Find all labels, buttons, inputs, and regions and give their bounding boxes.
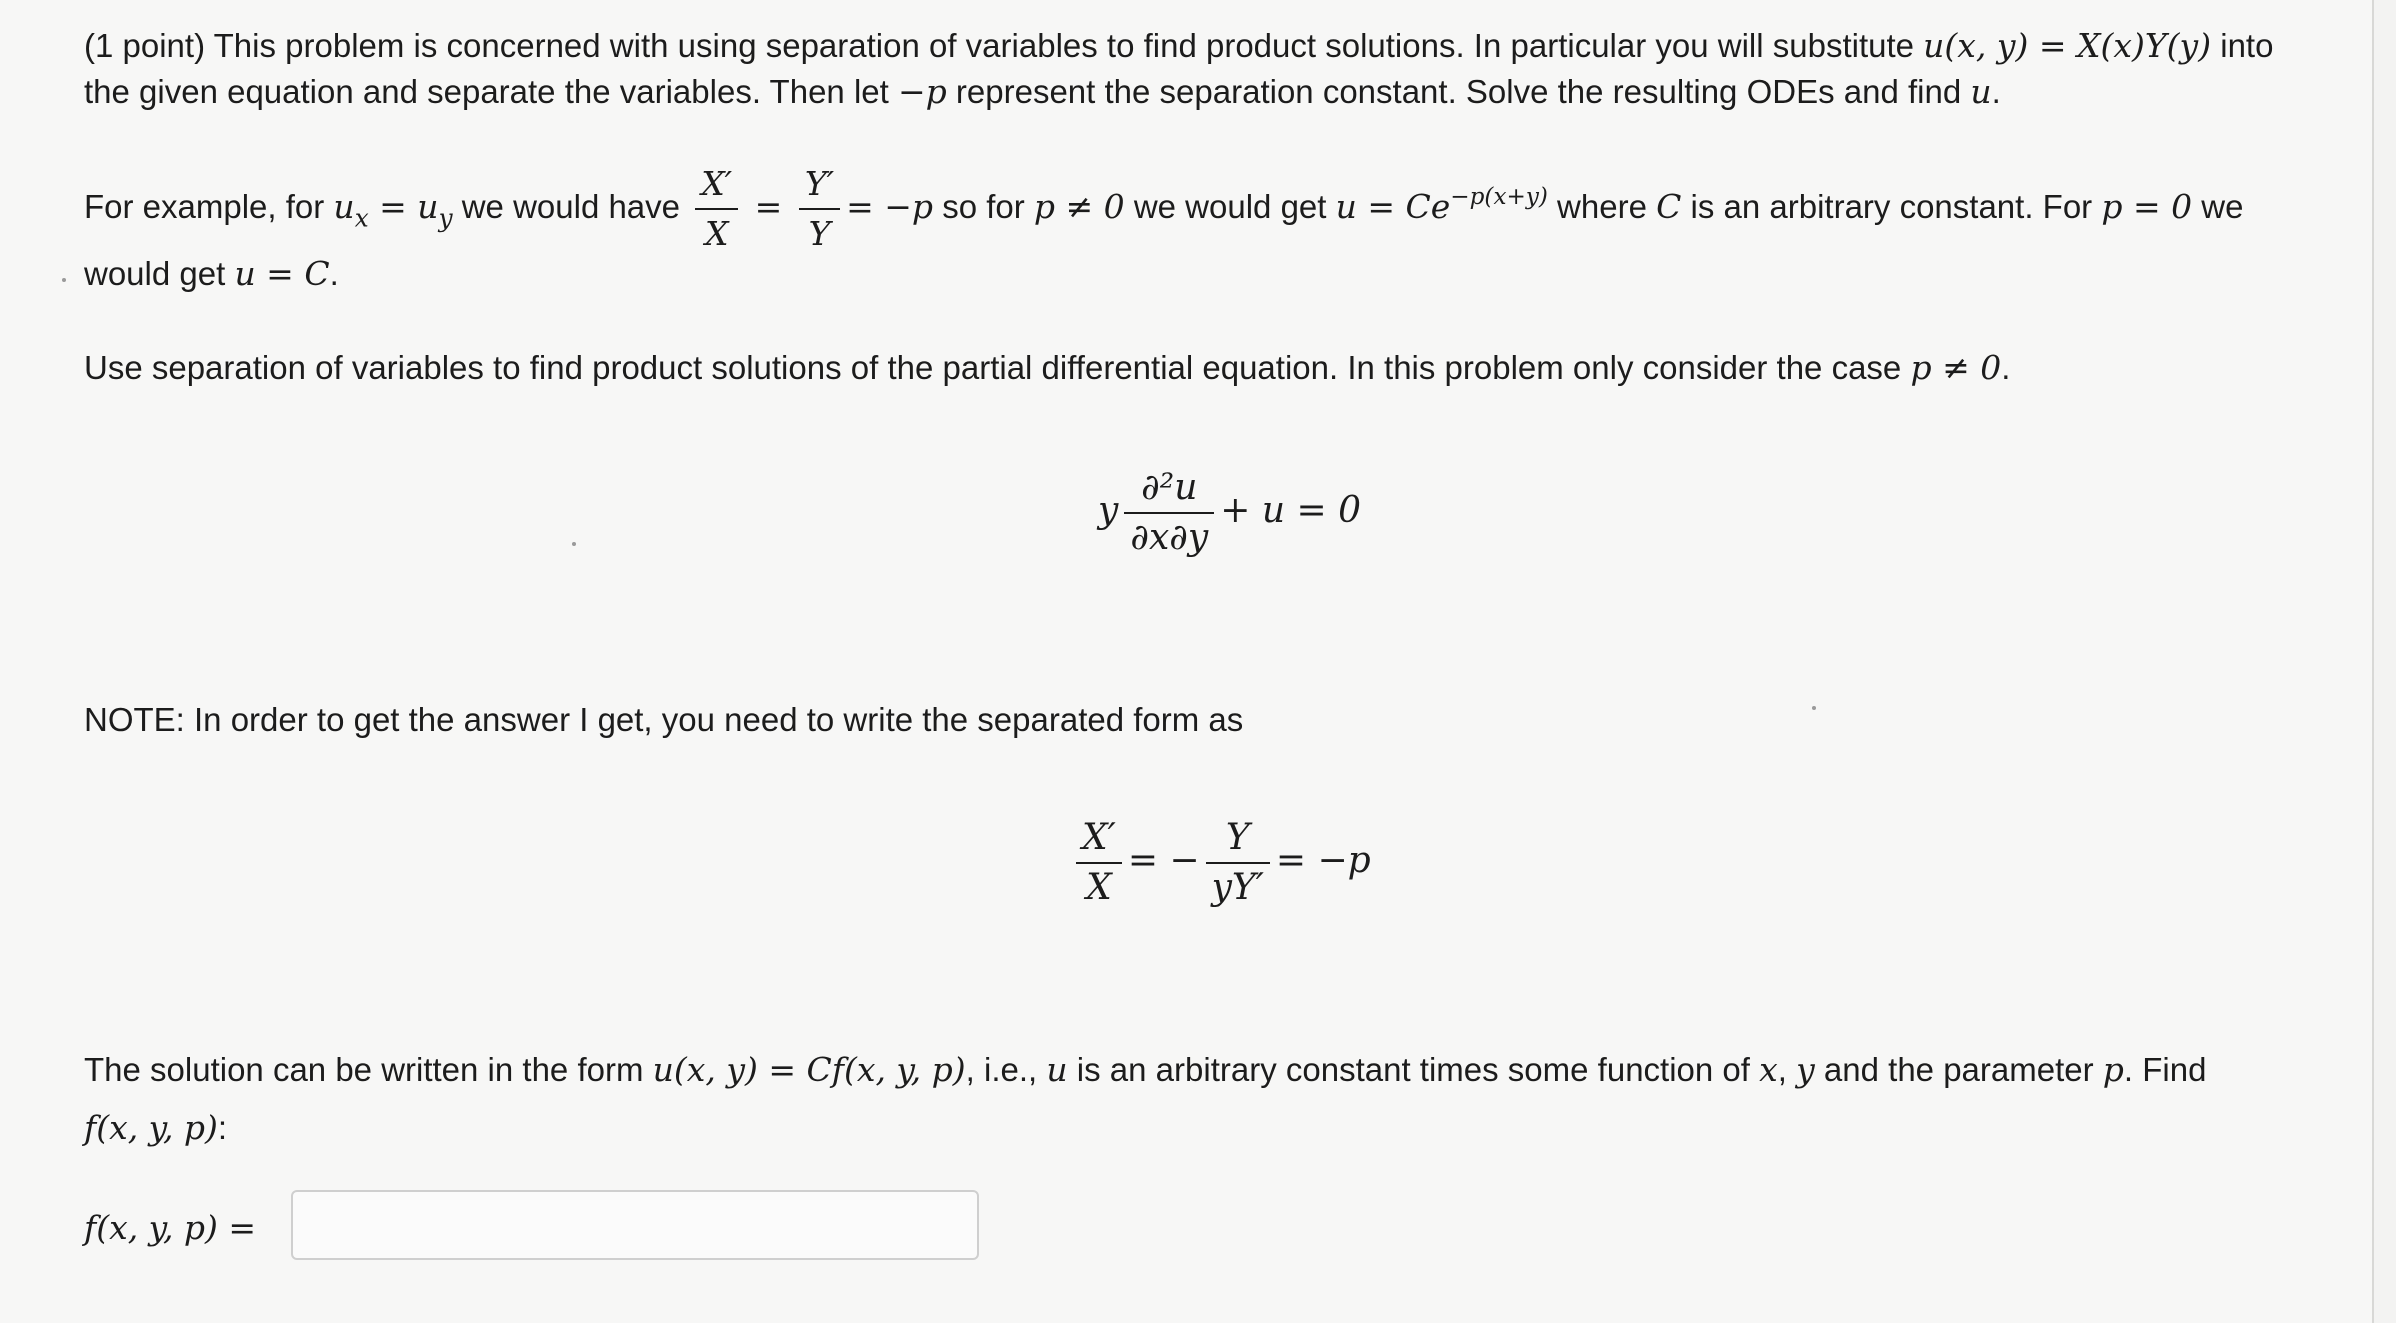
separation-constant: −p <box>897 72 947 111</box>
example-text-8: would get <box>84 255 235 292</box>
example-text-7: we <box>2192 188 2244 225</box>
u-symbol: u <box>1970 72 1992 111</box>
solution-line-2 <box>84 1106 227 1150</box>
note-line <box>84 698 1243 742</box>
solution-line-1 <box>84 1048 2206 1092</box>
exponent: −p(x+y) <box>1450 184 1548 211</box>
fraction-denominator: Y <box>808 214 831 254</box>
solution-text-2: , i.e., <box>965 1051 1047 1088</box>
answer-label <box>84 1206 256 1250</box>
equals-sign-2: = <box>744 187 793 226</box>
equals-neg-p: = −p <box>846 187 934 226</box>
u-equals-c: u = C <box>234 254 330 293</box>
equals-sign: = <box>368 187 418 226</box>
equals-minus: = − <box>1127 840 1200 881</box>
intro-line-2 <box>84 70 2001 114</box>
intro-text: (1 point) This problem is concerned with using separation of variables to find product solutions. In particular you will substitute <box>84 27 1924 64</box>
solution-text-4: and the parameter <box>1814 1051 2103 1088</box>
uy-term <box>417 187 453 233</box>
colon: : <box>217 1109 228 1146</box>
example-text-6: is an arbitrary constant. For <box>1681 188 2102 225</box>
uy-sub: y <box>438 203 453 233</box>
fraction-numerator: X′ <box>695 164 738 210</box>
note-text: NOTE: In order to get the answer I get, you need to write the separated form as <box>84 701 1244 738</box>
ux-sub: x <box>354 203 369 233</box>
example-text: For example, for <box>84 188 334 225</box>
u-equals-ce: u = Ce <box>1335 187 1451 226</box>
example-text-2: we would have <box>452 188 690 225</box>
fraction-denominator: X <box>704 214 729 254</box>
y-symbol: y <box>1796 1050 1815 1089</box>
period: . <box>2001 349 2011 386</box>
pde-rest: + u = 0 <box>1220 490 1361 531</box>
solution-form: u(x, y) = Cf(x, y, p) <box>652 1050 966 1089</box>
p-symbol: p <box>2102 1050 2124 1089</box>
u-symbol: u <box>1046 1050 1068 1089</box>
separated-form-equation <box>1070 818 1371 908</box>
fraction-numerator: X′ <box>1076 818 1122 864</box>
decorative-dot <box>1812 706 1816 710</box>
example-fraction-x <box>695 164 738 254</box>
period: . <box>1991 73 2001 110</box>
example-line-2 <box>84 252 339 296</box>
solution-text-3: is an arbitrary constant times some function of <box>1067 1051 1760 1088</box>
equals-neg-p: = −p <box>1275 840 1371 881</box>
p-not-zero-2: p ≠ 0 <box>1910 348 2002 387</box>
period: . <box>329 255 339 292</box>
solution-text-5: . Find <box>2123 1051 2207 1088</box>
function-f: f(x, y, p) <box>84 1108 218 1147</box>
x-symbol: x <box>1759 1050 1778 1089</box>
comma: , <box>1777 1051 1797 1088</box>
decorative-dot <box>62 278 66 282</box>
sep-fraction-x <box>1076 818 1122 908</box>
example-text-5: where <box>1547 188 1657 225</box>
answer-input[interactable] <box>291 1190 979 1260</box>
intro-text-2: the given equation and separate the variables. Then let <box>84 73 898 110</box>
fraction-numerator: Y′ <box>799 164 840 210</box>
pde-y: y <box>1098 490 1119 531</box>
example-text-3: so for <box>933 188 1034 225</box>
fraction-numerator: Y <box>1206 818 1270 864</box>
sep-fraction-y <box>1206 818 1270 908</box>
p-equals-zero: p = 0 <box>2101 187 2193 226</box>
answer-label-text: f(x, y, p) = <box>84 1208 257 1247</box>
intro-text-end: into <box>2211 27 2274 64</box>
constant-c: C <box>1656 187 1682 226</box>
uy-u: u <box>417 187 439 226</box>
ux-term <box>333 187 369 233</box>
example-fraction-y <box>799 164 840 254</box>
pde-numerator: ∂²u <box>1124 468 1214 514</box>
instruction-line <box>84 346 2010 390</box>
solution-text: The solution can be written in the form <box>84 1051 653 1088</box>
p-not-zero: p ≠ 0 <box>1033 187 1125 226</box>
fraction-denominator: yY′ <box>1211 867 1264 908</box>
ux-u: u <box>333 187 355 226</box>
intro-text-3: represent the separation constant. Solve the resulting ODEs and find <box>946 73 1971 110</box>
example-line-1 <box>84 160 2243 254</box>
fraction-denominator: X <box>1086 867 1112 908</box>
pde-denominator: ∂x∂y <box>1130 517 1209 558</box>
substitution-formula: u(x, y) = X(x)Y(y) <box>1923 26 2212 65</box>
decorative-dot <box>572 542 576 546</box>
pde-equation <box>1098 468 1361 558</box>
instruction-text: Use separation of variables to find product solutions of the partial differential equation. In this problem only consider the case <box>84 349 1911 386</box>
example-text-4: we would get <box>1124 188 1336 225</box>
intro-line-1 <box>84 24 2273 68</box>
pde-fraction <box>1124 468 1214 558</box>
